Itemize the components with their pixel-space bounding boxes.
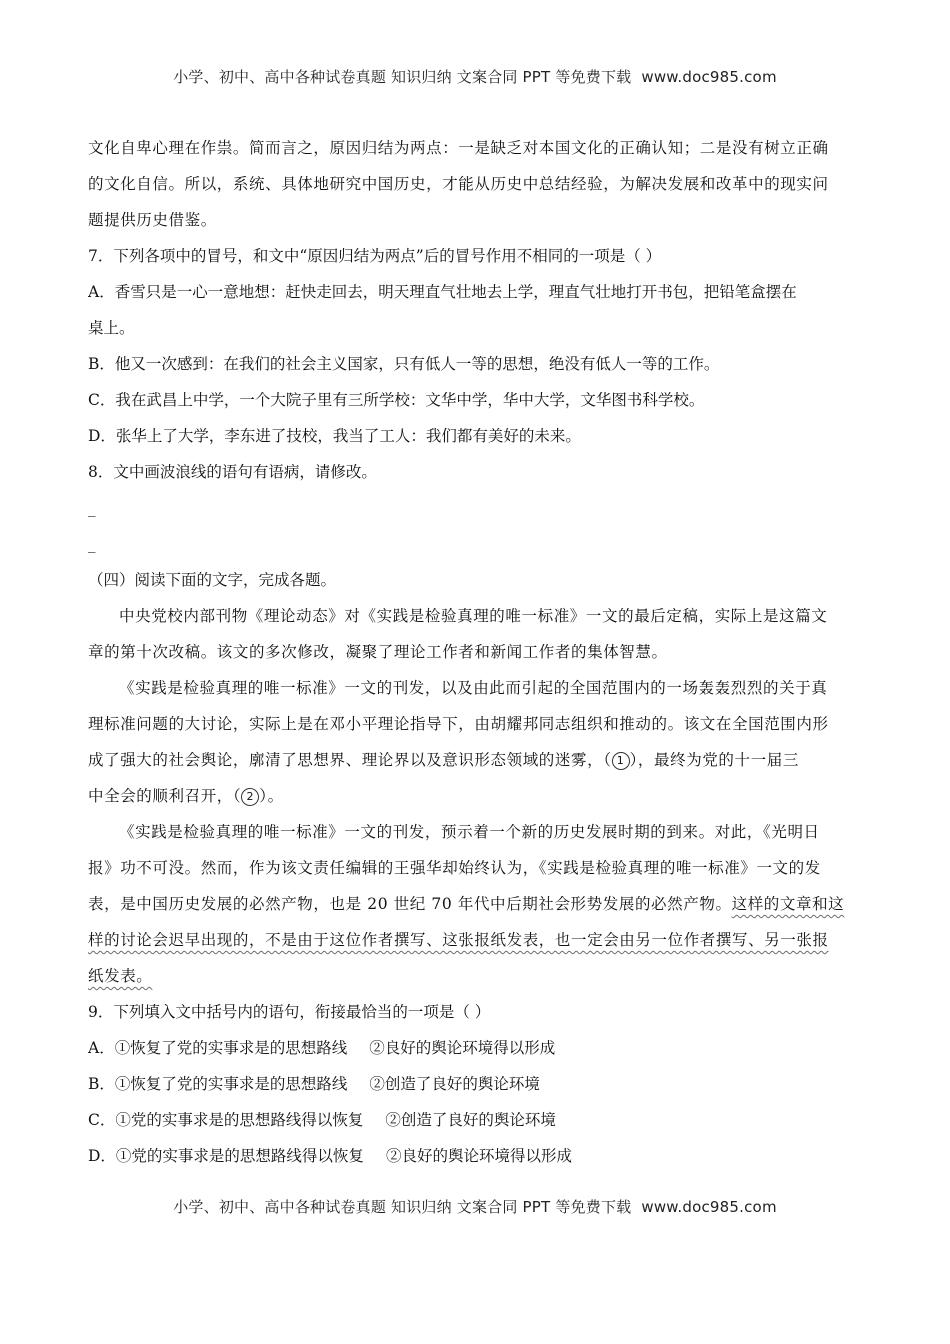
option-part: ②良好的舆论环境得以形成: [369, 1039, 556, 1057]
section-4-title: （四）阅读下面的文字，完成各题。: [88, 571, 337, 589]
passage-line: [88, 922, 860, 958]
passage-line: 章的第十次改稿。该文的多次修改，凝聚了理论工作者和新闻工作者的集体智慧。: [88, 643, 668, 661]
passage-text: ）。: [259, 787, 284, 805]
option-part: ②创造了良好的舆论环境: [369, 1075, 540, 1093]
blank-marker-1: 1: [612, 752, 630, 770]
question-9-stem: 9．下列填入文中括号内的语句，衔接最恰当的一项是（ ）: [88, 1003, 491, 1021]
passage-line: [88, 958, 860, 994]
blank-marker-2: 2: [241, 788, 259, 806]
passage-line: 理标准问题的大讨论，实际上是在邓小平理论指导下，由胡耀邦同志组织和推动的。该文在全国范围内形: [88, 715, 829, 733]
answer-blank: _: [88, 535, 96, 553]
header-url: www.doc985.com: [641, 68, 777, 86]
passage-text: 成了强大的社会舆论，廓清了思想界、理论界以及意识形态领域的迷雾，（: [88, 751, 612, 769]
footer-text: 小学、初中、高中各种试卷真题 知识归纳 文案合同 PPT 等免费下载: [173, 1198, 632, 1216]
passage-line: [88, 778, 860, 814]
q9-option-d: [88, 1138, 860, 1174]
option-part: A．①恢复了党的实事求是的思想路线: [88, 1039, 348, 1057]
page-footer: [0, 1196, 950, 1217]
q9-option-c: [88, 1102, 860, 1138]
intro-line: 题提供历史借鉴。: [88, 211, 217, 229]
q7-option-a-cont: 桌上。: [88, 319, 135, 337]
passage-text: 表，是中国历史发展的必然产物，也是 20 世纪 70 年代中后期社会形势发展的必然产物。: [88, 895, 732, 913]
q7-option-d: D．张华上了大学，李东进了技校，我当了工人：我们都有美好的未来。: [88, 427, 581, 445]
footer-url: www.doc985.com: [641, 1198, 777, 1216]
passage-line: 《实践是检验真理的唯一标准》一文的刊发，预示着一个新的历史发展时期的到来。对此，《光明日: [119, 823, 820, 841]
q9-option-b: [88, 1066, 860, 1102]
option-part: ②良好的舆论环境得以形成: [385, 1147, 572, 1165]
header-text: 小学、初中、高中各种试卷真题 知识归纳 文案合同 PPT 等免费下载: [173, 68, 632, 86]
passage-text: 中全会的顺利召开，（: [88, 787, 242, 805]
option-part: B．①恢复了党的实事求是的思想路线: [88, 1075, 348, 1093]
passage-line: 《实践是检验真理的唯一标准》一文的刊发，以及由此而引起的全国范围内的一场轰轰烈烈的关于真: [119, 679, 828, 697]
intro-line: 的文化自信。所以，系统、具体地研究中国历史，才能从历史中总结经验，为解决发展和改革中的现实问: [88, 175, 829, 193]
wavy-underlined-sentence: 样的讨论会迟早出现的，不是由于这位作者撰写、这张报纸发表，也一定会由另一位作者撰写、另一张报: [88, 931, 829, 949]
passage-line: 中央党校内部刊物《理论动态》对《实践是检验真理的唯一标准》一文的最后定稿，实际上是这篇文: [119, 607, 828, 625]
answer-blank: _: [88, 499, 96, 517]
question-8-stem: 8．文中画波浪线的语句有语病，请修改。: [88, 463, 377, 481]
page-header: [0, 66, 950, 87]
document-body: [88, 130, 860, 1174]
passage-line: [88, 742, 860, 778]
question-7-stem: 7．下列各项中的冒号，和文中“原因归结为两点”后的冒号作用不相同的一项是（ ）: [88, 247, 662, 265]
passage-line: [88, 886, 860, 922]
passage-text: ），最终为党的十一届三: [629, 751, 799, 769]
q7-option-c: C．我在武昌上中学，一个大院子里有三所学校：文华中学，华中大学，文华图书科学校。: [88, 391, 705, 409]
option-part: D．①党的实事求是的思想路线得以恢复: [88, 1147, 364, 1165]
q7-option-b: B．他又一次感到：在我们的社会主义国家，只有低人一等的思想，绝没有低人一等的工作。: [88, 355, 720, 373]
wavy-underlined-sentence: 这样的文章和这: [731, 895, 845, 913]
intro-line: 文化自卑心理在作祟。简而言之，原因归结为两点：一是缺乏对本国文化的正确认知；二是没有树立正确: [88, 139, 829, 157]
passage-line: 报》功不可没。然而，作为该文责任编辑的王强华却始终认为，《实践是检验真理的唯一标准》一文的发: [88, 859, 821, 877]
q9-option-a: [88, 1030, 860, 1066]
q7-option-a: A．香雪只是一心一意地想：赶快走回去，明天理直气壮地去上学，理直气壮地打开书包，把铅笔盒摆在: [88, 283, 797, 301]
option-part: ②创造了良好的舆论环境: [385, 1111, 556, 1129]
wavy-underlined-sentence: 纸发表。: [88, 967, 153, 985]
option-part: C．①党的实事求是的思想路线得以恢复: [88, 1111, 364, 1129]
